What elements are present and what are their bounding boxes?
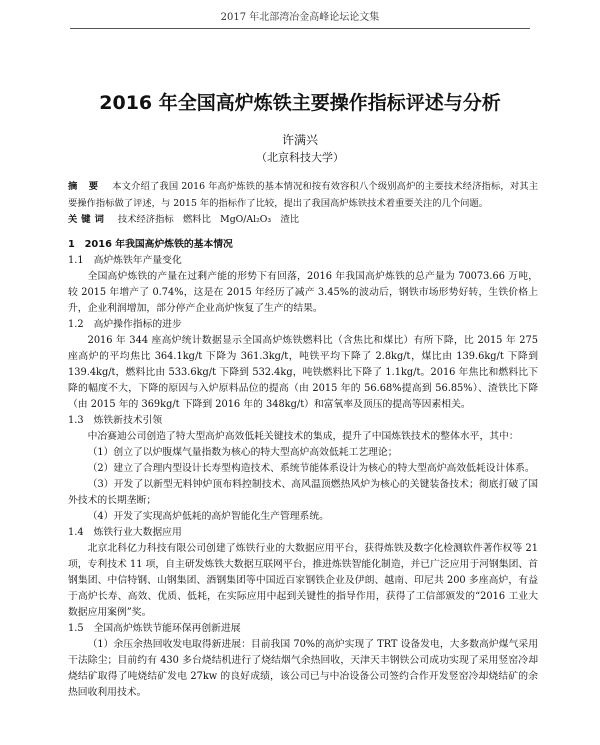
list-item: （4）开发了实现高炉低耗的高炉智能化生产管理系统。 [87,511,329,522]
author: 许满兴 [281,133,318,147]
abstract-text: 本文介绍了我国 2016 年高炉炼铁的基本情况和按有效容积八个级别高炉的主要技术经济指标，对其主要操作指标做了评述，与 2015 年的指标作了比较，提出了我国高炉炼铁技术着重要关注的几个问题。 [68,181,538,209]
affiliation: （北京科技大学） [256,151,344,164]
abstract [68,178,538,212]
keywords-text: 技术经济指标 燃料比 MgO/Al₂O₃ 渣比 [117,214,300,225]
list-item: （2）建立了合理内型设计长寿型构造技术、系统节能体系设计为核心的特大型高炉高效低耗设计体系。 [87,463,535,474]
paragraph: 全国高炉炼铁的产量在过剩产能的形势下有回落，2016 年我国高炉炼铁的总产量为 70073.66 万吨，较 2015 年增产了 0.74%，这是在 2015 年经历了减产 3.45%的波动后，钢铁市场形势好转，生铁价格上升，企业利润增加，部分停产企业高炉恢复了生产的结果。 [68,271,538,314]
subsection-heading [68,253,538,269]
list-item: （1）创立了以炉腹煤气量指数为核心的特大型高炉高效低耗工艺理论； [87,447,398,458]
subsection-number: 1.5 [68,623,84,634]
paragraph: 北京北科亿力科技有限公司创建了炼铁行业的大数据应用平台，获得炼铁及数字化检测软件著作权等 21 项，专利技术 11 项，自主研发炼铁大数据互联网平台，推进炼铁智能化制造，并已广泛应用于河钢集团、首钢集团、中信特钢、山钢集团、酒钢集团等中国近百家钢铁企业及伊朗、越南、印尼共 200 多座高炉，有益于高炉长寿、高效、优质、低耗，在实际应用中起到关键性的指导作用，获得了工信部颁发的“2016 工业大数据应用案例”奖。 [68,543,538,618]
paragraph: 2016 年 344 座高炉统计数据显示全国高炉炼铁燃料比（含焦比和煤比）有所下降，比 2015 年 275 座高炉的平均焦比 364.1kg/t 下降为 361.3kg/t，吨铁平均下降了 2.8kg/t，煤比由 139.6kg/t 下降到 139.4kg/t，燃料比由 533.6kg/t 下降到 532.4kg，吨铁燃料比下降了 1.1kg/t。2016 年焦比和燃料比下降的幅度不大，下降的原因与入炉原料品位的提高（由 2015 年的 56.68%提高到 56.85%）、渣铁比下降（由 2015 年的 369kg/t 下降到 2016 年的 348kg/t）和富氧率及顶压的提高等因素相关。 [68,335,538,410]
paper-title: 2016 年全国高炉炼铁主要操作指标评述与分析 [99,92,501,114]
section-heading: 1 2016 年我国高炉炼铁的基本情况 [68,239,233,250]
subsection-heading [68,317,538,333]
subsection-title: 炼铁行业大数据应用 [93,527,182,538]
subsection-number: 1.1 [68,255,84,266]
subsection-number: 1.4 [68,527,84,538]
subsection-heading [68,413,538,429]
abstract-label: 摘 要 [68,181,103,192]
paragraph: 中冶赛迪公司创造了特大型高炉高效低耗关键技术的集成，提升了中国炼铁技术的整体水平，其中： [87,431,519,442]
subsection-number: 1.2 [68,319,84,330]
subsection-heading [68,525,538,541]
header-divider [70,28,530,29]
body-text [68,237,538,701]
paragraph: （1）余压余热回收发电取得新进展：目前我国 70%的高炉实现了 TRT 设备发电，大多数高炉煤气采用干法除尘；目前约有 430 多台烧结机进行了烧结烟气余热回收，天津天丰钢铁公司成功实现了采用竖窑冷却烧结矿取得了吨烧结矿发电 27kw 的良好成绩，该公司已与中冶设备公司签约合作开发竖窑冷却烧结矿的余热回收利用技术。 [68,639,538,698]
subsection-title: 高炉操作指标的进步 [93,319,182,330]
subsection-title: 高炉炼铁年产量变化 [93,255,182,266]
subsection-title: 炼铁新技术引领 [93,415,163,426]
running-header: 2017 年北部湾冶金高峰论坛论文集 [220,12,380,23]
list-item: （3）开发了以新型无料钟炉顶布料控制技术、高风温顶燃热风炉为核心的关键装备技术；彻底打破了国外技术的长期垄断； [68,479,538,506]
subsection-number: 1.3 [68,415,84,426]
keywords [68,211,538,225]
subsection-title: 全国高炉炼铁节能环保再创新进展 [93,623,241,634]
subsection-heading [68,621,538,637]
keywords-label: 关键词 [68,214,108,225]
